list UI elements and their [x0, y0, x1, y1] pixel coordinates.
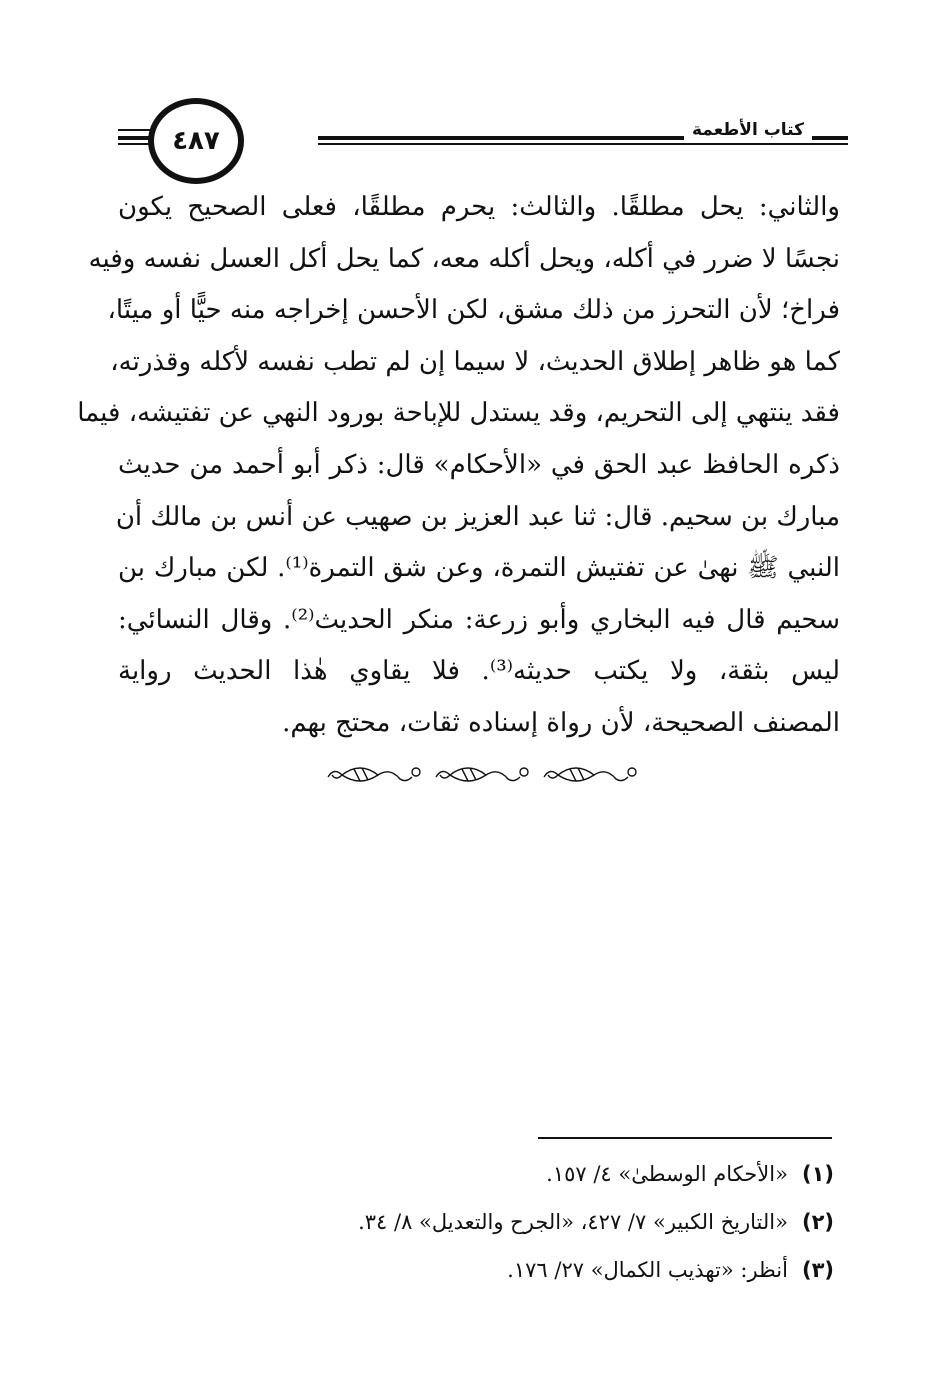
footnote-number: (١) — [801, 1162, 834, 1186]
page-number: ٤٨٧ — [148, 98, 244, 184]
footnote-text: «الأحكام الوسطىٰ» ٤/ ١٥٧. — [546, 1162, 788, 1186]
footnote-text: أنظر: «تهذيب الكمال» ٢٧/ ١٧٦. — [507, 1258, 788, 1282]
footnote-separator — [538, 1137, 832, 1139]
text-line: ذكره الحافظ عبد الحق في «الأحكام» قال: ذكر أبو أحمد من حديث — [118, 449, 841, 480]
text-line: سحيم قال فيه البخاري وأبو زرعة: منكر الحديث⁽²⁾. وقال النسائي: — [118, 604, 840, 635]
text-line: ليس بثقة، ولا يكتب حديثه⁽³⁾. فلا يقاوي هٰذا الحديث رواية — [118, 656, 840, 687]
footnote-number: (٣) — [801, 1258, 834, 1282]
page-header — [118, 96, 848, 176]
text-line: نجسًا لا ضرر في أكله، ويحل أكله معه، كما يحل أكل العسل نفسه وفيه — [88, 243, 840, 274]
section-end-ornament — [320, 760, 640, 790]
text-line: النبي ﷺ نهىٰ عن تفتيش التمرة، وعن شق التمرة⁽¹⁾. لكن مبارك بن — [118, 553, 841, 584]
ornament-motif — [544, 768, 636, 781]
footnote — [118, 1198, 834, 1246]
main-text — [77, 182, 841, 750]
footnote — [118, 1246, 834, 1294]
footnotes — [118, 1150, 834, 1294]
text-line: كما هو ظاهر إطلاق الحديث، لا سيما إن لم تطب نفسه لأكله وقذرته، — [110, 346, 840, 377]
text-line: والثاني: يحل مطلقًا. والثالث: يحرم مطلقًا، فعلى الصحيح يكون — [118, 192, 840, 222]
running-title: كتاب الأطعمة — [684, 120, 812, 140]
footnote — [118, 1150, 834, 1198]
ornament-motif — [328, 768, 420, 781]
footnote-number: (٢) — [801, 1210, 834, 1234]
text-line: المصنف الصحيحة، لأن رواة إسناده ثقات، محتج بهم. — [282, 707, 840, 738]
header-rule-right-thin — [318, 143, 848, 145]
text-line: فقد ينتهي إلى التحريم، وقد يستدل للإباحة بورود النهي عن تفتيشه، فيما — [77, 398, 840, 429]
text-line: فراخ؛ لأن التحرز من ذلك مشق، لكن الأحسن إخراجه منه حيًّا أو ميتًا، — [107, 295, 840, 326]
footnote-text: «التاريخ الكبير» ٧/ ٤٢٧، «الجرح والتعديل» ٨/ ٣٤. — [358, 1210, 788, 1234]
ornament-motif — [436, 768, 528, 781]
text-line: مبارك بن سحيم. قال: ثنا عبد العزيز بن صهيب عن أنس بن مالك أن — [115, 501, 840, 532]
